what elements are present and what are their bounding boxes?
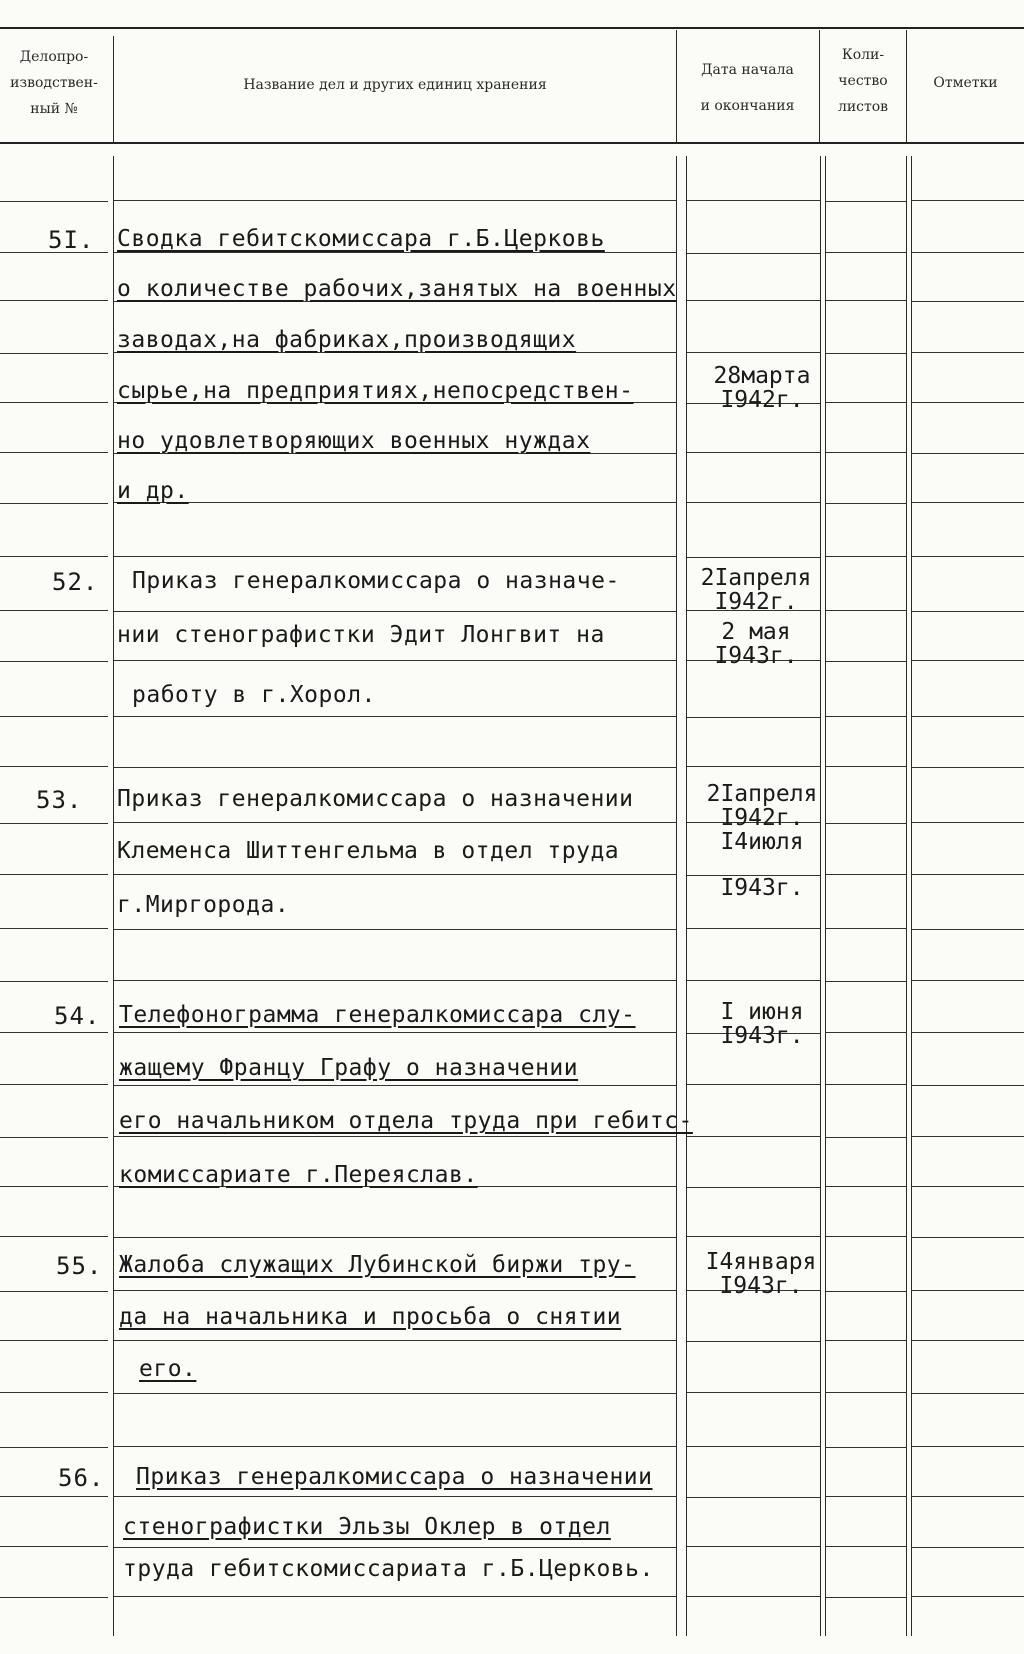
ruled-line	[912, 611, 1024, 612]
body-divider-3	[686, 156, 687, 1636]
top-rule	[0, 27, 1024, 29]
record-51-date-2: I942г.	[720, 387, 804, 413]
ruled-line	[114, 556, 676, 557]
ruled-line	[687, 1136, 820, 1137]
header-col-title	[114, 72, 676, 98]
ruled-line	[912, 980, 1024, 981]
ruled-line	[826, 766, 906, 767]
ruled-line	[114, 1340, 676, 1341]
record-53-line-1: Приказ генералкомиссара о назначении	[117, 786, 634, 812]
record-55-date-2: I943г.	[719, 1273, 803, 1299]
header-col-sheets	[820, 42, 906, 120]
ruled-line	[114, 660, 676, 661]
ruled-line	[826, 201, 906, 202]
ruled-line	[687, 1341, 820, 1342]
ruled-line	[114, 1496, 676, 1497]
record-53-date-1: 2Iапреля	[706, 781, 818, 807]
record-53-date-2: I942г.	[720, 805, 804, 831]
record-54-line-2: жащему Францу Графу о назначении	[119, 1055, 579, 1081]
ruled-line	[114, 200, 676, 201]
ruled-line	[114, 929, 676, 930]
record-54-date-1: I июня	[720, 999, 804, 1025]
record-51-line-3: заводах,на фабриках,производящих	[117, 327, 577, 353]
ruled-line	[912, 1393, 1024, 1394]
ruled-line	[912, 660, 1024, 661]
record-53-date-4: I943г.	[720, 875, 804, 901]
ruled-line	[0, 1236, 108, 1237]
ruled-line	[912, 402, 1024, 403]
ruled-line	[687, 1546, 820, 1547]
ruled-line	[826, 1236, 906, 1237]
ruled-line	[0, 556, 108, 557]
ruled-line	[0, 1447, 108, 1448]
record-54-date-2: I943г.	[720, 1023, 804, 1049]
ruled-line	[912, 556, 1024, 557]
ruled-line	[826, 874, 906, 875]
ruled-line	[0, 1291, 108, 1292]
ruled-line	[687, 557, 820, 558]
record-number-53: 53.	[36, 786, 83, 814]
record-54-line-3: его начальником отдела труда при гебитс-	[119, 1108, 693, 1134]
header-col-dates-line-2: и окончания	[700, 98, 795, 114]
ruled-line	[114, 874, 676, 875]
record-51-line-2: о количестве рабочих,занятых на военных	[117, 276, 677, 302]
ruled-line	[114, 767, 676, 768]
ruled-line	[0, 716, 108, 717]
ruled-line	[114, 716, 676, 717]
ruled-line	[912, 453, 1024, 454]
ruled-line	[114, 1032, 676, 1033]
ruled-line	[0, 610, 108, 611]
ruled-line	[912, 822, 1024, 823]
ruled-line	[0, 1340, 108, 1341]
record-52-date-1: 2Iапреля	[700, 565, 812, 591]
record-55-date-1: I4января	[705, 1249, 817, 1275]
ruled-line	[0, 1496, 108, 1497]
ruled-line	[912, 874, 1024, 875]
ruled-line	[0, 1392, 108, 1393]
ruled-line	[0, 1546, 108, 1547]
ruled-line	[687, 502, 820, 503]
record-55-line-1: Жалоба служащих Лубинской биржи тру-	[119, 1252, 636, 1278]
ruled-line	[826, 452, 906, 453]
record-number-51: 5I.	[48, 226, 95, 254]
ruled-line	[114, 1596, 676, 1597]
ruled-line	[0, 402, 108, 403]
body-divider-7	[911, 156, 912, 1636]
ruled-line	[114, 252, 676, 253]
ruled-line	[0, 300, 108, 301]
ruled-line	[0, 1186, 108, 1187]
ruled-line	[687, 352, 820, 353]
ruled-line	[826, 1084, 906, 1085]
ruled-line	[114, 1136, 676, 1137]
record-53-dates	[688, 782, 836, 900]
record-53-line-3: г.Миргорода.	[117, 892, 290, 918]
ruled-line	[912, 1237, 1024, 1238]
ruled-line	[0, 981, 108, 982]
ruled-line	[912, 502, 1024, 503]
body-divider-6	[906, 156, 907, 1636]
record-53-line-2: Клеменса Шиттенгельма в отдел труда	[117, 838, 620, 864]
ruled-line	[114, 1547, 676, 1548]
ruled-line	[912, 1085, 1024, 1086]
ruled-line	[114, 1290, 676, 1291]
ruled-line	[0, 201, 108, 202]
record-52-date-3: 2 мая	[721, 619, 791, 645]
body-divider-2	[676, 156, 677, 1636]
ruled-line	[826, 556, 906, 557]
ruled-line	[912, 1136, 1024, 1137]
ruled-line	[826, 1340, 906, 1341]
ruled-line	[687, 1596, 820, 1597]
ruled-line	[826, 1137, 906, 1138]
ruled-line	[687, 766, 820, 767]
ruled-line	[687, 1236, 820, 1237]
ruled-line	[687, 1187, 820, 1188]
header-col-sheets-line-1: Коли-	[841, 47, 885, 63]
record-51-line-6: и др.	[117, 478, 189, 504]
ruled-line	[826, 1546, 906, 1547]
header-col-number-line-2: изводствен-	[10, 75, 98, 91]
record-number-54: 54.	[54, 1002, 101, 1030]
record-52-date-4: I943г.	[714, 643, 798, 669]
ruled-line	[826, 353, 906, 354]
ruled-line	[687, 1446, 820, 1447]
record-52-date-2: I942г.	[714, 589, 798, 615]
ruled-line	[826, 716, 906, 717]
ruled-line	[826, 1496, 906, 1497]
ruled-line	[0, 503, 108, 504]
ruled-line	[826, 610, 906, 611]
ruled-line	[114, 980, 676, 981]
ruled-line	[114, 502, 676, 503]
ruled-line	[0, 766, 108, 767]
record-56-line-3: труда гебитскомиссариата г.Б.Церковь.	[123, 1556, 654, 1582]
ruled-line	[826, 503, 906, 504]
header-bottom-rule	[0, 142, 1024, 144]
ruled-line	[912, 1596, 1024, 1597]
record-52-line-1: Приказ генералкомиссара о назначе-	[132, 568, 620, 594]
record-53-date-3: I4июля	[720, 829, 804, 855]
ruled-line	[826, 402, 906, 403]
ruled-line	[0, 1084, 108, 1085]
body-divider-1	[113, 156, 114, 1636]
ruled-line	[912, 767, 1024, 768]
record-52-line-3: работу в г.Хорол.	[132, 682, 376, 708]
ruled-line	[912, 1032, 1024, 1033]
ruled-line	[912, 352, 1024, 353]
record-55-line-3: его.	[139, 1356, 197, 1382]
ruled-line	[826, 1032, 906, 1033]
ruled-line	[0, 1032, 108, 1033]
record-54-line-4: комиссариате г.Переяслав.	[119, 1162, 478, 1188]
ruled-line	[0, 874, 108, 875]
header-col-title-text: Название дел и других единиц хранения	[243, 77, 547, 93]
record-number-55: 55.	[56, 1252, 103, 1280]
ruled-line	[0, 1597, 108, 1598]
ruled-line	[687, 200, 820, 201]
record-56-line-1: Приказ генералкомиссара о назначении	[136, 1464, 653, 1490]
header-col-number-line-1: Делопро-	[19, 49, 89, 65]
record-51-dates	[692, 364, 832, 412]
ruled-line	[687, 980, 820, 981]
record-56-line-2: стенографистки Эльзы Оклер в отдел	[123, 1514, 611, 1540]
ruled-line	[687, 1392, 820, 1393]
header-col-notes	[907, 70, 1024, 96]
ruled-line	[114, 1085, 676, 1086]
record-51-line-1: Сводка гебитскомиссара г.Б.Церковь	[117, 226, 605, 252]
ruled-line	[687, 300, 820, 301]
ruled-line	[0, 823, 108, 824]
header-col-notes-text: Отметки	[933, 75, 998, 91]
ruled-line	[687, 1084, 820, 1085]
ruled-line	[826, 1392, 906, 1393]
ruled-line	[826, 928, 906, 929]
ruled-line	[826, 1186, 906, 1187]
ruled-line	[912, 1340, 1024, 1341]
ruled-line	[826, 1447, 906, 1448]
ruled-line	[687, 253, 820, 254]
record-51-date-1: 28марта	[713, 363, 811, 389]
ruled-line	[687, 452, 820, 453]
ruled-line	[687, 1497, 820, 1498]
ruled-line	[114, 1237, 676, 1238]
record-52-line-2: нии стенографистки Эдит Лонгвит на	[117, 622, 605, 648]
header-col-sheets-line-3: листов	[837, 99, 889, 115]
record-51-line-4: сырье,на предприятиях,непосредствен-	[117, 378, 634, 404]
header-col-number	[0, 44, 108, 122]
header-col-sheets-line-2: чество	[838, 73, 888, 89]
ruled-line	[0, 661, 108, 662]
ruled-line	[826, 300, 906, 301]
ruled-line	[912, 1496, 1024, 1497]
record-54-line-1: Телефонограмма генералкомиссара слу-	[119, 1002, 636, 1028]
ruled-line	[912, 252, 1024, 253]
ruled-line	[0, 353, 108, 354]
ruled-line	[114, 611, 676, 612]
header-col-dates	[676, 52, 819, 124]
ruled-line	[912, 200, 1024, 201]
ruled-line	[0, 1137, 108, 1138]
ruled-line	[912, 301, 1024, 302]
record-55-dates	[686, 1250, 836, 1298]
ruled-line	[912, 1547, 1024, 1548]
ruled-line	[114, 1446, 676, 1447]
ruled-line	[912, 1186, 1024, 1187]
header-col-dates-line-1: Дата начала	[701, 62, 794, 78]
ruled-line	[912, 1290, 1024, 1291]
ruled-line	[0, 452, 108, 453]
ruled-line	[826, 1597, 906, 1598]
record-55-line-2: да на начальника и просьба о снятии	[119, 1304, 622, 1330]
record-number-52: 52.	[52, 568, 99, 596]
record-54-dates	[692, 1000, 832, 1048]
ruled-line	[826, 823, 906, 824]
record-number-56: 56.	[58, 1464, 105, 1492]
ruled-line	[826, 661, 906, 662]
ruled-line	[0, 928, 108, 929]
ruled-line	[826, 252, 906, 253]
ruled-line	[114, 1393, 676, 1394]
ruled-line	[912, 929, 1024, 930]
ruled-line	[826, 1291, 906, 1292]
record-51-line-5: но удовлетворяющих военных нуждах	[117, 428, 591, 454]
record-52-dates	[682, 566, 830, 668]
ruled-line	[687, 928, 820, 929]
ruled-line	[826, 981, 906, 982]
ruled-line	[114, 822, 676, 823]
ruled-line	[912, 716, 1024, 717]
ruled-line	[687, 717, 820, 718]
ruled-line	[912, 1446, 1024, 1447]
header-col-number-line-3: ный №	[30, 101, 78, 117]
